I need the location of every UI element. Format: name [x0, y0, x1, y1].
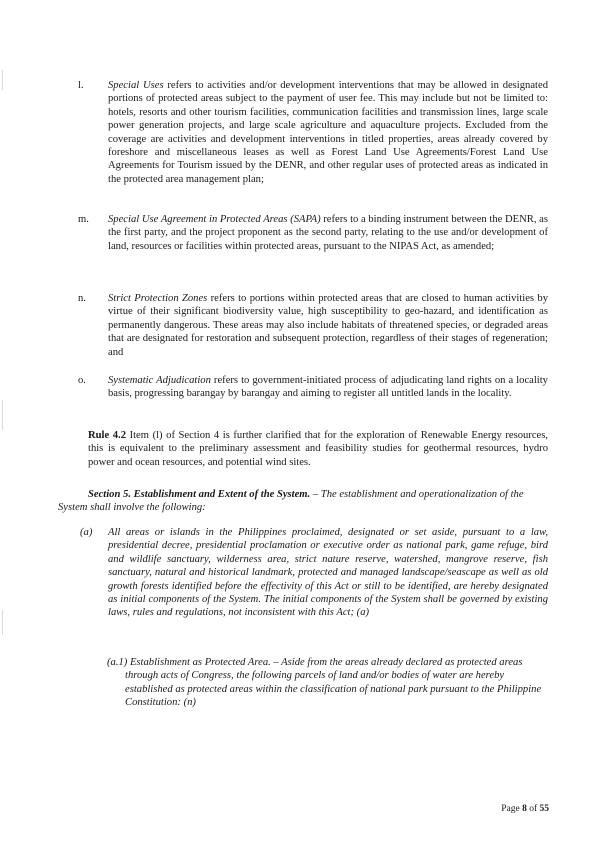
total-pages: 55: [539, 804, 549, 814]
definition-text: refers to activities and/or development interventions that may be allowed in designated portions of protected areas subject to the payment of user fee. This may include but not be limited to: hotels, resorts and other tourism facilities, communication facilities and transmission lines, large scale power generation projects, and large scale agriculture and aquaculture projects. Excluded from the coverage are activities and development interventions in titled properties, areas already covered by foreshore and miscellaneous leases as well as Forest Land Use Agreements/Forest Land Use Agreements for Tourism issued by the DENR, and other regular uses of protected areas as indicated in the protected area management plan;: [108, 80, 548, 185]
item-marker: n.: [78, 293, 86, 304]
subsection-a-text: All areas or islands in the Philippines proclaimed, designated or set aside, pursuant to a law, presidential decree, presidential proclamation or executive order as national park, game refuge, bird and wildlife sanctuary, wilderness area, strict nature reserve, watershed, mangrove reserve, fish sanctuary, natural and historical landmark, protected and managed landscape/seascape as well as old growth forests identified before the effectivity of this Act or still to be identified, are hereby designated as initial components of the System. The initial components of the System shall be governed by existing laws, rules and regulations, not inconsistent with this Act; (a): [108, 527, 548, 619]
rule-label: Rule 4.2: [88, 430, 127, 441]
scan-edge-mark: [2, 610, 3, 635]
subsection-marker: (a): [80, 527, 93, 538]
scan-edge-mark: [2, 400, 3, 430]
item-marker: l.: [78, 80, 84, 91]
rule-4-2-paragraph: [88, 429, 548, 469]
subsection-a: [80, 526, 548, 620]
definition-item-l: [78, 79, 548, 186]
page-number: Page 8 of 55: [501, 804, 549, 814]
definition-item-n: [78, 292, 548, 359]
definition-item-o: [78, 374, 548, 401]
subsection-a1: [107, 656, 548, 710]
defined-term: Special Uses: [108, 80, 164, 91]
scan-edge-mark: [2, 70, 3, 90]
defined-term: Special Use Agreement in Protected Areas (SAPA): [108, 214, 321, 225]
section-5-paragraph: [58, 488, 548, 515]
section-heading: Section 5. Establishment and Extent of the System.: [88, 489, 311, 500]
definition-text: refers to a binding instrument between the DENR, as the first party, and the project proponent as the second party, relating to the use and/or development of land, resources or facilities within protected areas, pursuant to the NIPAS Act, as amended;: [108, 214, 548, 252]
definition-item-m: [78, 213, 548, 253]
item-marker: m.: [78, 214, 89, 225]
item-marker: o.: [78, 375, 86, 386]
current-page: 8: [522, 804, 527, 814]
section-intro: – The establishment and operationalization of the System shall involve the following:: [58, 489, 524, 514]
subsection-a1-text: (a.1) Establishment as Protected Area. – Aside from the areas already declared as protected areas through acts of Congress, the following parcels of land and/or bodies of water are hereby established as protected areas within the classification of national park pursuant to the Philippine Constitution: (n): [107, 657, 542, 709]
defined-term: Systematic Adjudication: [108, 375, 211, 386]
definition-text: refers to government-initiated process of adjudicating land rights on a locality basis, progressing barangay by barangay and aiming to register all untitled lands in the locality.: [108, 375, 548, 400]
rule-text: Item (l) of Section 4 is further clarified that for the exploration of Renewable Energy resources, this is equivalent to the preliminary assessment and feasibility studies for geothermal resources, hydro power and ocean resources, and potential wind sites.: [88, 430, 549, 468]
defined-term: Strict Protection Zones: [108, 293, 208, 304]
definition-text: refers to portions within protected areas that are closed to human activities by virtue of their significant biodiversity value, high susceptibility to geo-hazard, and identification as permanently dangerous. These areas may also include habitats of threatened species, or degraded areas that are designated for restoration and subsequent protection, regardless of their stages of regeneration; and: [108, 293, 548, 358]
